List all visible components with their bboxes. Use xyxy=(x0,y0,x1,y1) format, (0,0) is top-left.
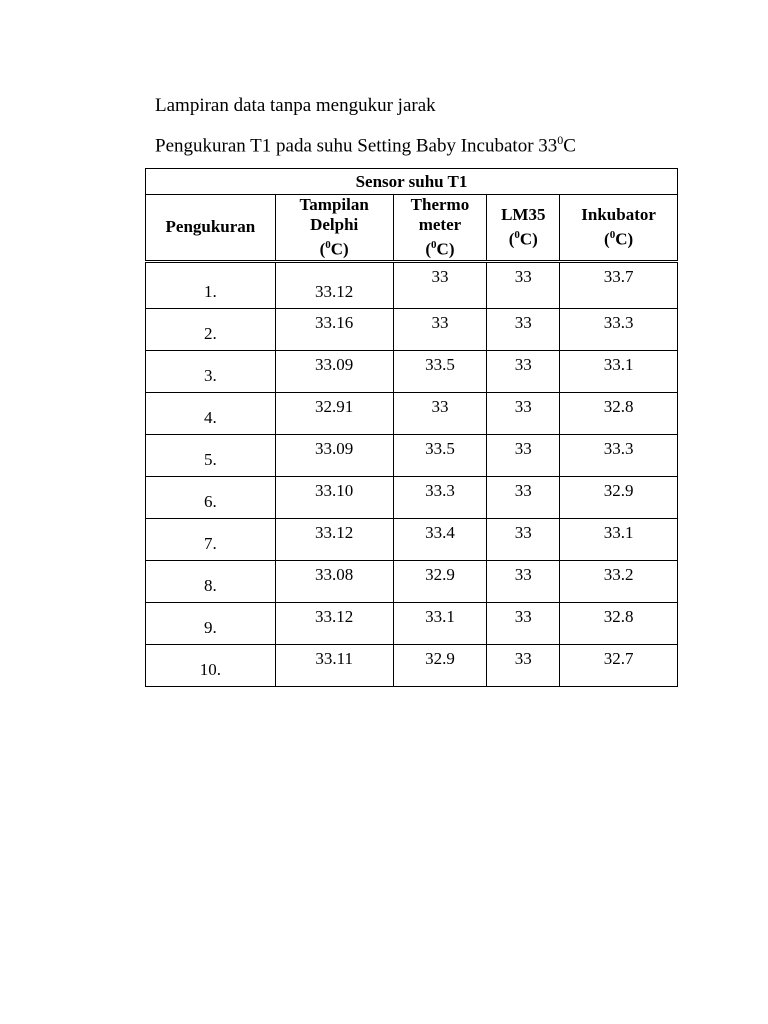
header-delphi-unit: ($^0$C) xyxy=(319,239,349,259)
cell-inkubator: 32.7 xyxy=(560,644,678,686)
cell-no: 10. xyxy=(146,644,276,686)
cell-no: 3. xyxy=(146,350,276,392)
line2-unit: C xyxy=(563,135,576,157)
cell-inkubator: 33.7 xyxy=(560,261,678,308)
table-body xyxy=(146,261,678,686)
cell-thermo: 33 xyxy=(393,308,487,350)
document-line-1: Lampiran data tanpa mengukur jarak xyxy=(155,95,436,116)
cell-thermo: 33 xyxy=(393,261,487,308)
cell-delphi: 33.10 xyxy=(275,476,393,518)
cell-delphi: 33.09 xyxy=(275,434,393,476)
table-row xyxy=(146,476,678,518)
cell-delphi: 33.09 xyxy=(275,350,393,392)
degree-superscript: 0 xyxy=(557,133,564,147)
header-thermometer xyxy=(393,195,487,262)
cell-lm35: 33 xyxy=(487,350,560,392)
line2-text: Pengukuran T1 pada suhu Setting Baby Incubator 33 xyxy=(155,135,558,157)
header-pengukuran: Pengukuran xyxy=(146,195,276,262)
table-row xyxy=(146,518,678,560)
header-lm35-label: LM35 xyxy=(501,205,546,224)
table-group-header-row xyxy=(146,169,678,195)
table-row xyxy=(146,434,678,476)
header-lm35 xyxy=(487,195,560,262)
header-thermo-unit: ($^0$C) xyxy=(425,239,455,259)
table-row xyxy=(146,602,678,644)
header-delphi-line2: Delphi xyxy=(310,215,359,234)
cell-thermo: 33.3 xyxy=(393,476,487,518)
cell-no: 8. xyxy=(146,560,276,602)
cell-no: 6. xyxy=(146,476,276,518)
header-tampilan-delphi xyxy=(275,195,393,262)
cell-lm35: 33 xyxy=(487,434,560,476)
cell-no: 9. xyxy=(146,602,276,644)
table-row xyxy=(146,350,678,392)
cell-delphi: 33.16 xyxy=(275,308,393,350)
table-row xyxy=(146,308,678,350)
cell-lm35: 33 xyxy=(487,476,560,518)
header-thermo-line1: Thermo xyxy=(410,195,470,214)
cell-lm35: 33 xyxy=(487,308,560,350)
cell-inkubator: 32.9 xyxy=(560,476,678,518)
table-row xyxy=(146,261,678,308)
cell-delphi: 33.12 xyxy=(275,261,393,308)
table-header-row xyxy=(146,195,678,262)
cell-inkubator: 33.2 xyxy=(560,560,678,602)
cell-thermo: 33 xyxy=(393,392,487,434)
cell-delphi: 33.11 xyxy=(275,644,393,686)
cell-inkubator: 33.3 xyxy=(560,434,678,476)
header-inkubator-unit: ($^0$C) xyxy=(604,229,634,249)
cell-thermo: 33.5 xyxy=(393,434,487,476)
header-thermo-line2: meter xyxy=(418,215,462,234)
group-header-sensor: Sensor suhu T1 xyxy=(146,169,678,195)
table-row xyxy=(146,392,678,434)
cell-thermo: 32.9 xyxy=(393,560,487,602)
cell-lm35: 33 xyxy=(487,392,560,434)
sensor-data-table xyxy=(145,168,678,687)
cell-lm35: 33 xyxy=(487,518,560,560)
cell-no: 1. xyxy=(146,261,276,308)
cell-inkubator: 33.1 xyxy=(560,350,678,392)
cell-lm35: 33 xyxy=(487,560,560,602)
header-inkubator-label: Inkubator xyxy=(581,205,656,224)
cell-lm35: 33 xyxy=(487,644,560,686)
cell-delphi: 33.12 xyxy=(275,518,393,560)
header-delphi-line1: Tampilan xyxy=(299,195,369,214)
header-lm35-unit: ($^0$C) xyxy=(508,229,538,249)
cell-no: 7. xyxy=(146,518,276,560)
cell-inkubator: 32.8 xyxy=(560,392,678,434)
cell-delphi: 33.12 xyxy=(275,602,393,644)
document-line-2 xyxy=(155,133,576,157)
table-row xyxy=(146,644,678,686)
cell-thermo: 33.5 xyxy=(393,350,487,392)
cell-inkubator: 33.3 xyxy=(560,308,678,350)
cell-no: 4. xyxy=(146,392,276,434)
table-row xyxy=(146,560,678,602)
cell-inkubator: 33.1 xyxy=(560,518,678,560)
cell-delphi: 32.91 xyxy=(275,392,393,434)
cell-thermo: 32.9 xyxy=(393,644,487,686)
cell-lm35: 33 xyxy=(487,602,560,644)
cell-lm35: 33 xyxy=(487,261,560,308)
cell-no: 2. xyxy=(146,308,276,350)
header-inkubator xyxy=(560,195,678,262)
cell-delphi: 33.08 xyxy=(275,560,393,602)
cell-inkubator: 32.8 xyxy=(560,602,678,644)
cell-thermo: 33.4 xyxy=(393,518,487,560)
cell-thermo: 33.1 xyxy=(393,602,487,644)
cell-no: 5. xyxy=(146,434,276,476)
